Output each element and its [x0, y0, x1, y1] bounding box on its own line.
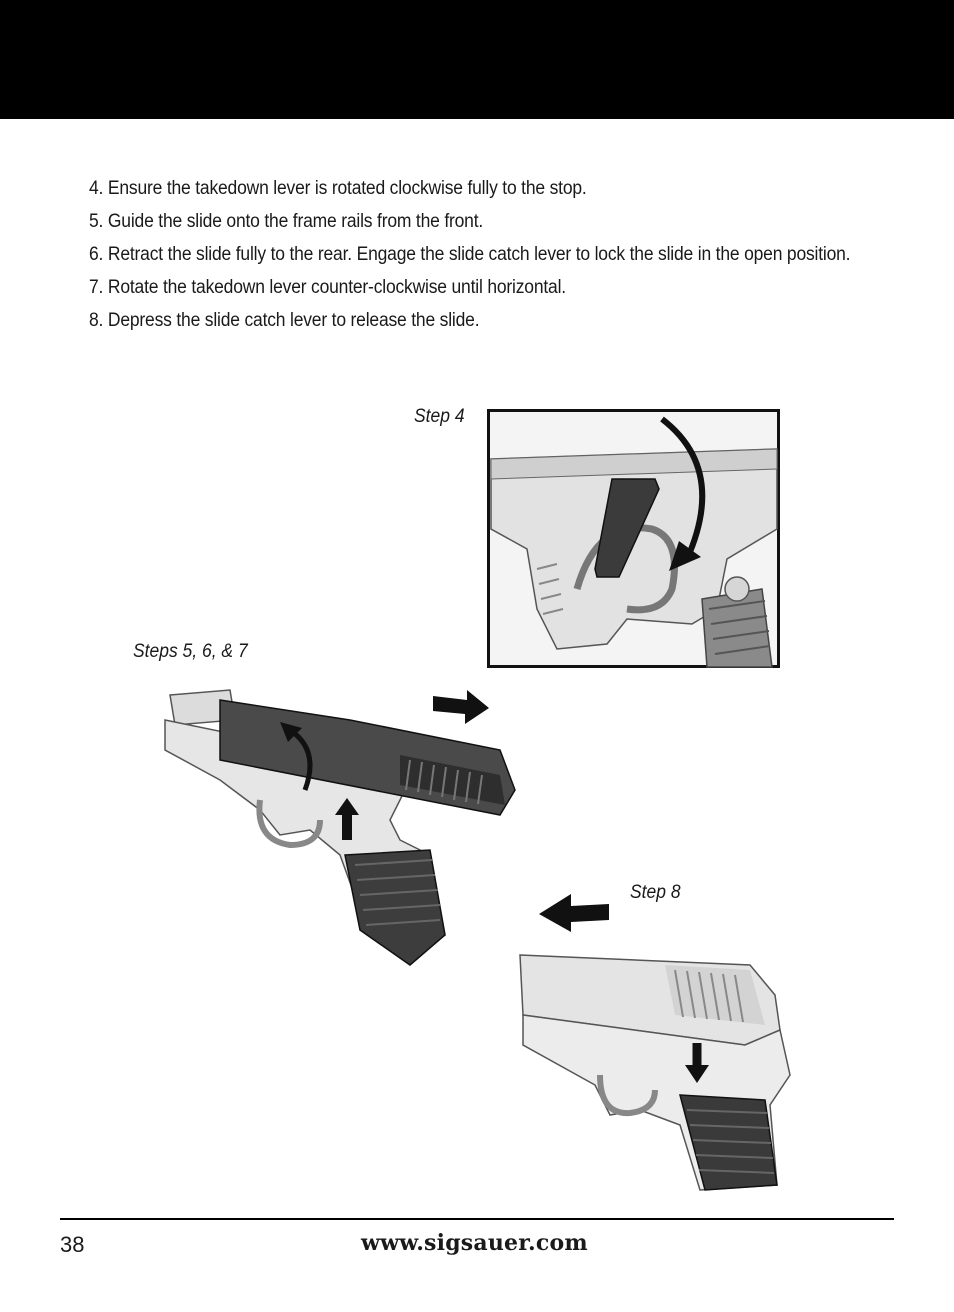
slide-forward-arrow-icon: [431, 686, 491, 726]
instruction-list: [89, 172, 851, 337]
website-url: www.sigsauer.com: [361, 1230, 588, 1256]
step-5-text: 5. Guide the slide onto the frame rails from the front.: [89, 211, 484, 232]
step-6-text: 6. Retract the slide fully to the rear. Engage the slide catch lever to lock the slide in the open position.: [89, 244, 851, 265]
step-8-caption: Step 8: [630, 882, 681, 903]
step-8-illustration: [515, 935, 800, 1195]
step-4-caption: Step 4: [414, 406, 465, 427]
step-8-text: 8. Depress the slide catch lever to release the slide.: [89, 310, 480, 331]
step-4-text: 4. Ensure the takedown lever is rotated clockwise fully to the stop.: [89, 178, 587, 199]
steps-5-6-7-caption: Steps 5, 6, & 7: [133, 641, 248, 662]
page-number: 38: [60, 1232, 85, 1257]
slide-release-arrow-icon: [537, 890, 611, 936]
header-band: [0, 0, 954, 119]
step-4-illustration: [487, 409, 781, 669]
step-7-text: 7. Rotate the takedown lever counter-clockwise until horizontal.: [89, 277, 566, 298]
footer-rule: [60, 1218, 894, 1220]
